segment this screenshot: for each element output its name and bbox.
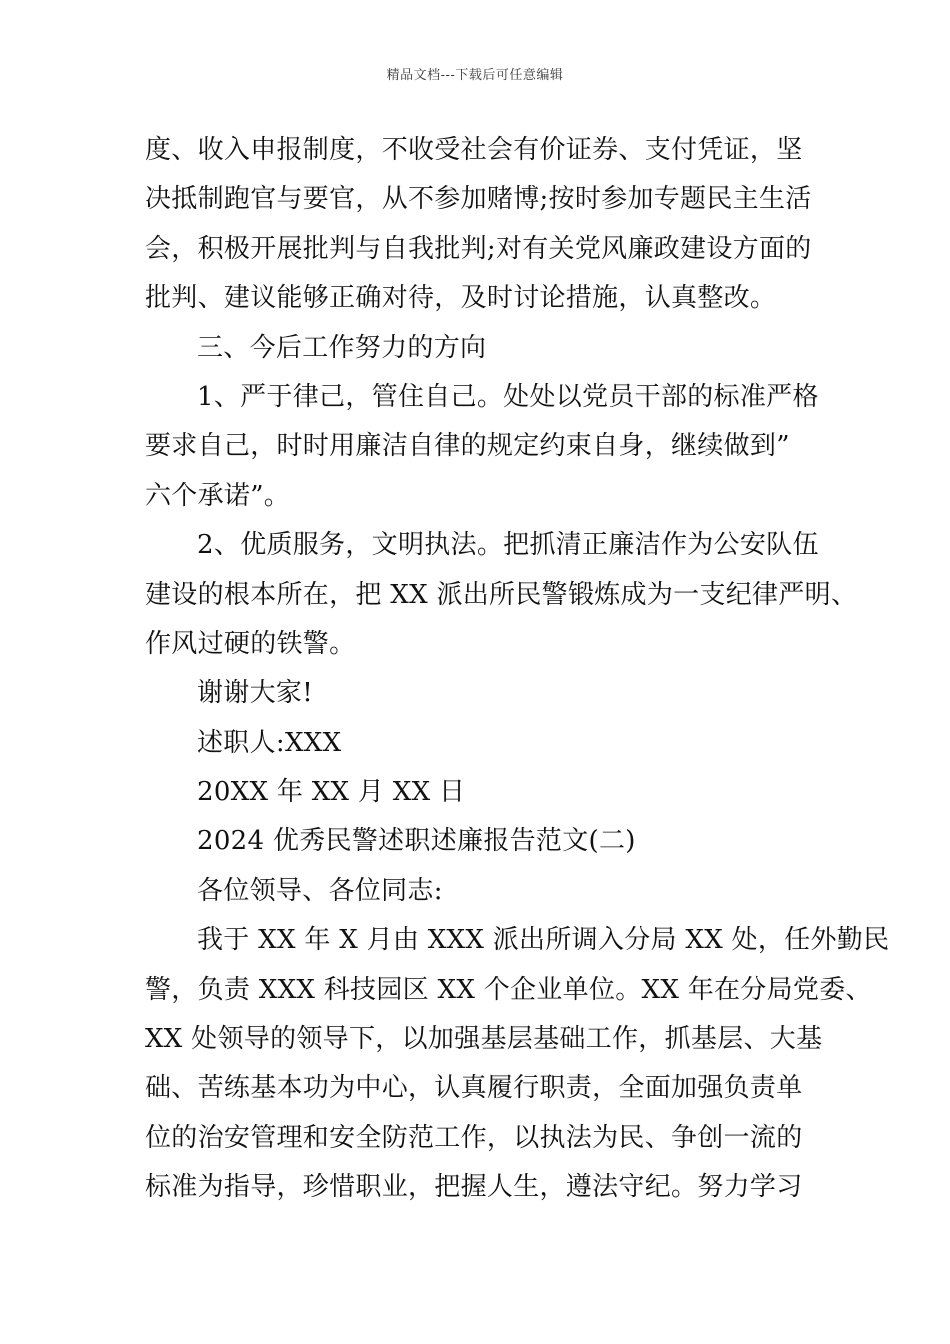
text-line: 决抵制跑官与要官，从不参加赌博;按时参加专题民主生活 <box>145 184 812 215</box>
text-line: XX 处领导的领导下，以加强基层基础工作，抓基层、大基 <box>145 1024 823 1055</box>
text-line: 要求自己，时时用廉洁自律的规定约束自身，继续做到” <box>145 431 790 462</box>
text-line: 会，积极开展批判与自我批判;对有关党风廉政建设方面的 <box>145 233 812 264</box>
section-heading: 三、今后工作努力的方向 <box>197 332 487 363</box>
text-line: 建设的根本所在，把 XX 派出所民警锻炼成为一支纪律严明、 <box>145 579 858 610</box>
text-line: 度、收入申报制度，不收受社会有价证券、支付凭证，坚 <box>145 135 803 165</box>
document-title: 2024 优秀民警述职述廉报告范文(二) <box>197 826 636 857</box>
date-line: 20XX 年 XX 月 XX 日 <box>197 777 466 808</box>
text-line: 标准为指导，珍惜职业，把握人生，遵法守纪。努力学习 <box>145 1172 803 1203</box>
text-line: 警，负责 XXX 科技园区 XX 个企业单位。XX 年在分局党委、 <box>145 974 872 1005</box>
text-line: 位的治安管理和安全防范工作，以执法为民、争创一流的 <box>145 1122 803 1153</box>
document-body <box>145 126 890 1213</box>
text-line: 2、优质服务，文明执法。把抓清正廉洁作为公安队伍 <box>197 530 819 561</box>
page-header: 精品文档---下载后可任意编辑 <box>386 68 564 83</box>
salutation-line: 各位领导、各位同志: <box>197 875 443 906</box>
text-line: 六个承诺”。 <box>145 480 291 511</box>
text-line: 1、严于律己，管住自己。处处以党员干部的标准严格 <box>197 381 819 412</box>
text-line: 我于 XX 年 X 月由 XXX 派出所调入分局 XX 处，任外勤民 <box>197 925 890 956</box>
text-line: 础、苦练基本功为中心，认真履行职责，全面加强负责单 <box>145 1073 803 1104</box>
text-line: 作风过硬的铁警。 <box>145 628 356 659</box>
closing-line: 谢谢大家! <box>197 678 313 709</box>
text-line: 批判、建议能够正确对待，及时讨论措施，认真整改。 <box>145 283 777 314</box>
signature-line: 述职人:XXX <box>197 727 342 758</box>
